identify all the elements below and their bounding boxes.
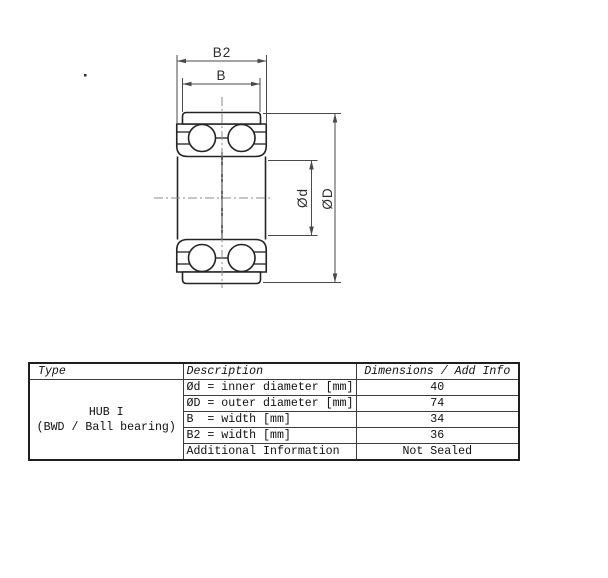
type-cell bbox=[29, 380, 183, 461]
type-line-2: (BWD / Ball bearing) bbox=[36, 420, 176, 434]
header-dimensions: Dimensions / Add Info bbox=[356, 363, 519, 380]
header-type: Type bbox=[29, 363, 183, 380]
d-inner-arrow-bottom bbox=[309, 227, 314, 236]
value-outer-diameter: 74 bbox=[356, 396, 519, 412]
value-additional-info: Not Sealed bbox=[356, 444, 519, 461]
description-width-b2: B2 = width [mm] bbox=[183, 428, 356, 444]
value-width-b2: 36 bbox=[356, 428, 519, 444]
table-header-row bbox=[29, 363, 519, 380]
ball-top-left bbox=[189, 125, 216, 152]
value-inner-diameter: 40 bbox=[356, 380, 519, 396]
description-outer-diameter: ØD = outer diameter [mm] bbox=[183, 396, 356, 412]
stray-dot bbox=[84, 74, 87, 77]
description-width-b: B = width [mm] bbox=[183, 412, 356, 428]
type-line-1: HUB I bbox=[88, 405, 124, 419]
d-inner-label: Ød bbox=[295, 187, 310, 209]
d-outer-label: ØD bbox=[320, 187, 335, 210]
d-inner-arrow-top bbox=[309, 161, 314, 170]
bearing-spec-table bbox=[28, 362, 520, 461]
value-width-b: 34 bbox=[356, 412, 519, 428]
b-label: B bbox=[216, 68, 227, 83]
b-arrow-right bbox=[251, 82, 260, 87]
ball-bottom-right bbox=[228, 245, 255, 272]
ball-top-right bbox=[228, 125, 255, 152]
header-description: Description bbox=[183, 363, 356, 380]
dimension-d-inner bbox=[268, 161, 318, 236]
b-arrow-left bbox=[183, 82, 192, 87]
d-outer-arrow-bottom bbox=[333, 274, 338, 283]
description-additional-info: Additional Information bbox=[183, 444, 356, 461]
b2-arrow-right bbox=[258, 59, 267, 64]
ball-bottom-left bbox=[189, 245, 216, 272]
d-outer-arrow-top bbox=[333, 114, 338, 123]
dimension-b bbox=[183, 78, 261, 112]
b2-arrow-left bbox=[177, 59, 186, 64]
description-inner-diameter: Ød = inner diameter [mm] bbox=[183, 380, 356, 396]
b2-label: B2 bbox=[212, 45, 232, 60]
table-row bbox=[29, 380, 519, 396]
